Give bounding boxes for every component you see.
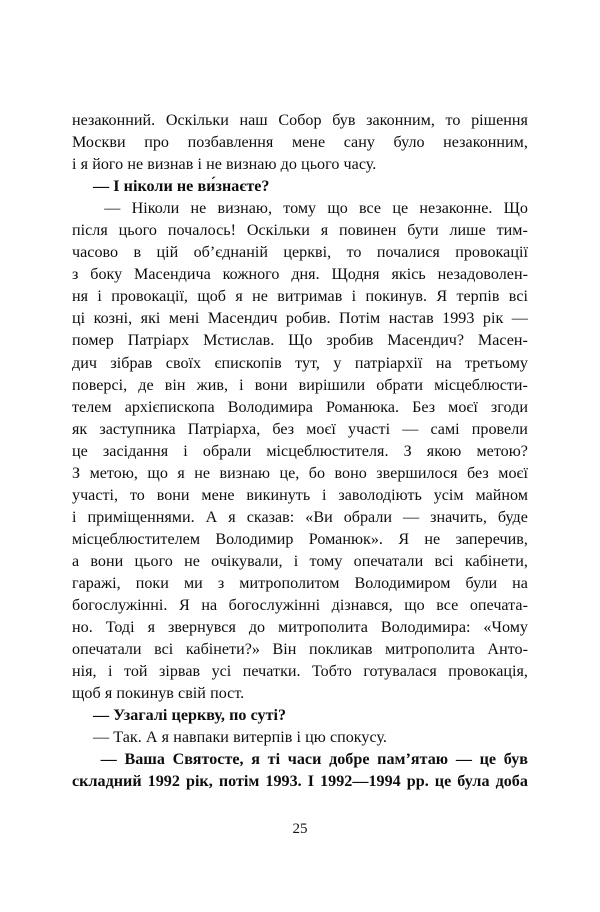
word: богослужінні. <box>72 597 168 615</box>
text-line <box>72 220 528 242</box>
word: участі, <box>72 486 119 504</box>
word: Мстислав. <box>203 332 275 350</box>
word: Оскільки <box>246 222 310 240</box>
word: це <box>434 773 452 791</box>
word: кабінети, <box>464 552 528 570</box>
word: Він <box>272 641 297 659</box>
word: незаконне. <box>419 200 493 218</box>
word: не <box>424 530 441 548</box>
word: почалися <box>376 244 440 262</box>
word: я <box>177 464 185 482</box>
word: Оскільки <box>165 112 229 129</box>
text-line <box>72 551 528 573</box>
word: сану <box>343 134 375 152</box>
word: після <box>72 222 108 240</box>
word: тим- <box>496 222 528 240</box>
word: не <box>184 552 200 570</box>
word: і <box>183 442 188 460</box>
word: настав <box>388 310 434 328</box>
word: він <box>164 376 186 394</box>
text-line <box>72 705 528 727</box>
word: патріархії <box>354 354 423 372</box>
word: своїх <box>165 354 202 372</box>
word: Володимир <box>215 530 294 548</box>
word: цій <box>156 244 179 262</box>
word: провокація, <box>448 663 528 681</box>
paragraph <box>72 176 528 198</box>
text-line <box>72 154 528 176</box>
text-line <box>72 198 528 220</box>
text-line <box>72 683 528 705</box>
word: добре <box>329 751 370 769</box>
word: які <box>140 310 161 328</box>
word: І <box>307 773 315 791</box>
text-line <box>72 661 528 683</box>
text-line <box>72 507 528 529</box>
word: буде <box>497 508 528 526</box>
word: з <box>72 266 79 284</box>
word: я <box>228 508 236 526</box>
word: — <box>511 310 528 328</box>
text-line <box>72 353 528 375</box>
word: мене <box>201 486 235 504</box>
word: і я його не визнав і не визнаю до цього часу. <box>72 156 377 174</box>
word: то <box>129 486 145 504</box>
text-line <box>72 132 528 154</box>
word: провели <box>471 420 528 438</box>
word: Романюка. <box>325 398 400 416</box>
text-line <box>72 397 528 419</box>
word: вони <box>156 486 190 504</box>
text-line <box>72 419 528 441</box>
word: — <box>402 420 419 438</box>
word: Щодня <box>331 266 380 284</box>
word: ми <box>183 574 203 592</box>
word: — <box>455 751 472 769</box>
word: Я <box>179 597 190 615</box>
word: витримав <box>277 288 343 306</box>
word: якою <box>426 442 462 460</box>
word: бути <box>407 222 439 240</box>
word: провокації <box>455 244 528 262</box>
word: викинуть <box>246 486 311 504</box>
word: митрополита <box>385 641 475 659</box>
word: Потім <box>339 310 381 328</box>
word: А <box>205 508 218 526</box>
paragraph <box>72 110 528 176</box>
word: ня <box>72 288 89 306</box>
word: об’єднаній <box>193 244 268 262</box>
text-line <box>72 110 528 132</box>
word: «Чому <box>483 619 528 637</box>
word: — <box>104 200 121 218</box>
word: Анто- <box>487 641 528 659</box>
word: зробив <box>326 332 374 350</box>
word: засідання <box>102 442 169 460</box>
word: мене <box>291 134 326 152</box>
word: на <box>512 574 528 592</box>
word: но. <box>72 619 93 637</box>
word: «Ви <box>305 508 333 526</box>
text-line <box>72 176 528 198</box>
word: все <box>436 597 459 615</box>
word: 1993. <box>265 773 302 791</box>
word: вирішили <box>298 376 366 394</box>
word: і <box>239 376 244 394</box>
word: звернувся <box>167 619 236 637</box>
word: Без <box>412 398 436 416</box>
word: законним, <box>366 112 435 129</box>
word: щоб я покинув свій пост. <box>72 685 245 703</box>
word: мені <box>168 310 200 328</box>
word: Масендича <box>134 266 211 284</box>
word: Ніколи <box>131 200 180 218</box>
text-line <box>72 771 528 793</box>
word: кабінети?» <box>185 641 260 659</box>
text-line <box>72 308 528 330</box>
word: заступника <box>99 420 176 438</box>
word: і <box>293 552 299 570</box>
word: звершилося <box>376 464 458 482</box>
word: усі <box>211 663 232 681</box>
word: Масендич <box>207 310 278 328</box>
text-line <box>72 573 528 595</box>
word: вони <box>254 376 288 394</box>
word: обрали <box>202 442 252 460</box>
word: Патріарх <box>127 332 190 350</box>
word: на <box>435 354 452 372</box>
word: Що <box>503 200 528 218</box>
word: почалось! <box>167 222 236 240</box>
word: я <box>251 751 260 769</box>
word: і <box>97 288 102 306</box>
word: Тоді <box>105 619 135 637</box>
word: З <box>403 442 412 460</box>
word: потім <box>218 773 260 791</box>
word: що <box>147 464 168 482</box>
word: що <box>404 597 425 615</box>
page-number: 25 <box>292 821 308 837</box>
word: на <box>201 597 218 615</box>
text-line <box>72 286 528 308</box>
word: робив. <box>285 310 331 328</box>
word: сказав: <box>246 508 295 526</box>
word: митрополита <box>278 619 368 637</box>
word: і <box>108 663 113 681</box>
word: бо <box>308 464 326 482</box>
word: Ваша <box>124 751 165 769</box>
word: повинен <box>339 222 397 240</box>
word: усім <box>433 486 464 504</box>
word: дізнався, <box>331 597 393 615</box>
word: зібрав <box>110 354 153 372</box>
word: зірвав <box>159 663 201 681</box>
word: це <box>479 751 497 769</box>
word: жив, <box>196 376 228 394</box>
word: місцеблюстителя. <box>266 442 389 460</box>
word: це, <box>279 464 300 482</box>
word: Романюк». <box>308 530 383 548</box>
word: Масен- <box>477 332 528 350</box>
text-line <box>72 639 528 661</box>
word: Я <box>398 530 410 548</box>
word: щоб <box>197 288 227 306</box>
word: рік, <box>185 773 213 791</box>
word: митрополитом <box>239 574 340 592</box>
word: опечатали <box>353 552 424 570</box>
word: всі <box>434 552 454 570</box>
word: церкві, <box>283 244 332 262</box>
text-line <box>72 727 528 749</box>
word: не <box>190 200 207 218</box>
word: Москви <box>72 134 126 152</box>
word: метою? <box>476 442 528 460</box>
word: складний <box>72 773 142 791</box>
word: — <box>100 751 117 769</box>
word: тут, <box>295 354 320 372</box>
word: опечата- <box>469 597 528 615</box>
word: всі <box>508 288 528 306</box>
word: значить, <box>430 508 487 526</box>
word: обрати <box>376 376 424 394</box>
paragraph <box>72 198 528 705</box>
word: визнаю, <box>217 200 273 218</box>
word: і <box>322 486 327 504</box>
word: де <box>138 376 154 394</box>
text-line <box>72 485 528 507</box>
text-line <box>72 242 528 264</box>
word: Що <box>288 332 313 350</box>
word: помер <box>72 332 114 350</box>
word: Володимира <box>227 398 313 416</box>
word: третьому <box>465 354 528 372</box>
word: це <box>392 200 409 218</box>
word: воно <box>334 464 367 482</box>
word: рішення <box>471 112 528 129</box>
word: часово <box>72 244 119 262</box>
word: заволодіють <box>338 486 422 504</box>
word: провокації, <box>111 288 188 306</box>
word: був <box>332 112 356 129</box>
text-line <box>72 330 528 352</box>
word: Святосте, <box>172 751 244 769</box>
word: вони <box>90 552 124 570</box>
word: Володимира: <box>380 619 471 637</box>
text-line <box>72 595 528 617</box>
word: дич <box>72 354 97 372</box>
word: рік <box>482 310 504 328</box>
word: поверсі, <box>72 376 128 394</box>
word: дня. <box>291 266 320 284</box>
word: в <box>133 244 142 262</box>
word: готувалася <box>363 663 437 681</box>
word: 1992 <box>147 773 180 791</box>
word: я <box>147 619 156 637</box>
word: З <box>72 464 81 482</box>
word: — І ніколи не ви́знаєте? <box>93 178 270 196</box>
text-line <box>72 463 528 485</box>
word: позбавлення <box>187 134 274 152</box>
text-line <box>72 749 528 771</box>
word: заперечив, <box>455 530 528 548</box>
word: незаконним, <box>443 134 528 152</box>
word: пам’ятаю <box>377 751 449 769</box>
word: єпископів <box>214 354 282 372</box>
word: печатки. <box>242 663 301 681</box>
paragraph-indent <box>72 198 93 220</box>
word: моєї <box>306 420 336 438</box>
word: була <box>457 773 490 791</box>
word: як <box>72 420 88 438</box>
word: телем <box>72 398 112 416</box>
word: це <box>72 442 88 460</box>
text-line <box>72 617 528 639</box>
word: архієпископа <box>124 398 215 416</box>
word: то <box>346 244 362 262</box>
paragraph <box>72 727 528 749</box>
word: все <box>359 200 382 218</box>
word: наш <box>239 112 268 129</box>
word: Патріарха, <box>187 420 261 438</box>
word: було <box>393 134 425 152</box>
word: покинув. <box>365 288 428 306</box>
word: гаражі, <box>72 574 121 592</box>
text-line <box>72 264 528 286</box>
word: то <box>445 112 461 129</box>
word: покликав <box>308 641 373 659</box>
word: тому <box>283 200 317 218</box>
word: моєї <box>498 464 528 482</box>
word: опечатали <box>72 641 142 659</box>
word: незаконний. <box>72 112 156 129</box>
word: — Узагалі церкву, по суті? <box>93 707 287 725</box>
word: Масендич? <box>387 332 465 350</box>
word: моєї <box>448 398 478 416</box>
word: що <box>327 200 348 218</box>
word: 1993 <box>442 310 475 328</box>
word: богослужінні <box>228 597 321 615</box>
text-line <box>72 529 528 551</box>
word: місцеблюсти- <box>434 376 528 394</box>
text-line <box>72 441 528 463</box>
word: не <box>252 288 268 306</box>
word: Собор <box>278 112 322 129</box>
word: самі <box>430 420 460 438</box>
word: я <box>235 288 243 306</box>
word: тому <box>309 552 343 570</box>
word: нія, <box>72 663 97 681</box>
word: майном <box>475 486 528 504</box>
word: кожного <box>222 266 280 284</box>
word: і <box>72 508 77 526</box>
word: цього <box>118 222 157 240</box>
word: цього <box>134 552 173 570</box>
word: визнаю <box>219 464 270 482</box>
word: — Так. А я навпаки витерпів і цю спокусу. <box>93 729 387 747</box>
word: з <box>217 574 225 592</box>
page-text-body <box>72 110 528 793</box>
word: місцеблюстителем <box>72 530 201 548</box>
word: незадоволен- <box>437 266 528 284</box>
word: поки <box>135 574 169 592</box>
word: і <box>351 288 357 306</box>
word: Володимиром <box>354 574 451 592</box>
word: був <box>503 751 528 769</box>
word: очікували, <box>211 552 283 570</box>
word: часи <box>287 751 322 769</box>
word: про <box>144 134 170 152</box>
paragraph <box>72 749 528 793</box>
word: 1992—1994 <box>320 773 401 791</box>
paragraph-indent <box>72 749 93 771</box>
word: той <box>124 663 148 681</box>
word: — <box>403 508 420 526</box>
word: не <box>194 464 211 482</box>
word: приміщеннями. <box>87 508 195 526</box>
word: ці <box>72 310 86 328</box>
word: козні, <box>93 310 133 328</box>
word: згоди <box>490 398 528 416</box>
word: Я <box>436 288 448 306</box>
word: боку <box>90 266 123 284</box>
word: обрали <box>343 508 393 526</box>
word: до <box>248 619 266 637</box>
paragraph <box>72 705 528 727</box>
word: якісь <box>391 266 426 284</box>
word: всі <box>154 641 174 659</box>
word: без <box>467 464 489 482</box>
word: метою, <box>89 464 138 482</box>
word: були <box>465 574 498 592</box>
word: без <box>272 420 295 438</box>
word: а <box>72 552 80 570</box>
word: терпів <box>456 288 500 306</box>
word: лише <box>449 222 486 240</box>
word: ті <box>267 751 281 769</box>
word: я <box>320 222 329 240</box>
word: доба <box>495 773 528 791</box>
word: у <box>333 354 342 372</box>
text-line <box>72 375 528 397</box>
word: Тобто <box>312 663 352 681</box>
word: рр. <box>406 773 429 791</box>
word: участі <box>348 420 391 438</box>
